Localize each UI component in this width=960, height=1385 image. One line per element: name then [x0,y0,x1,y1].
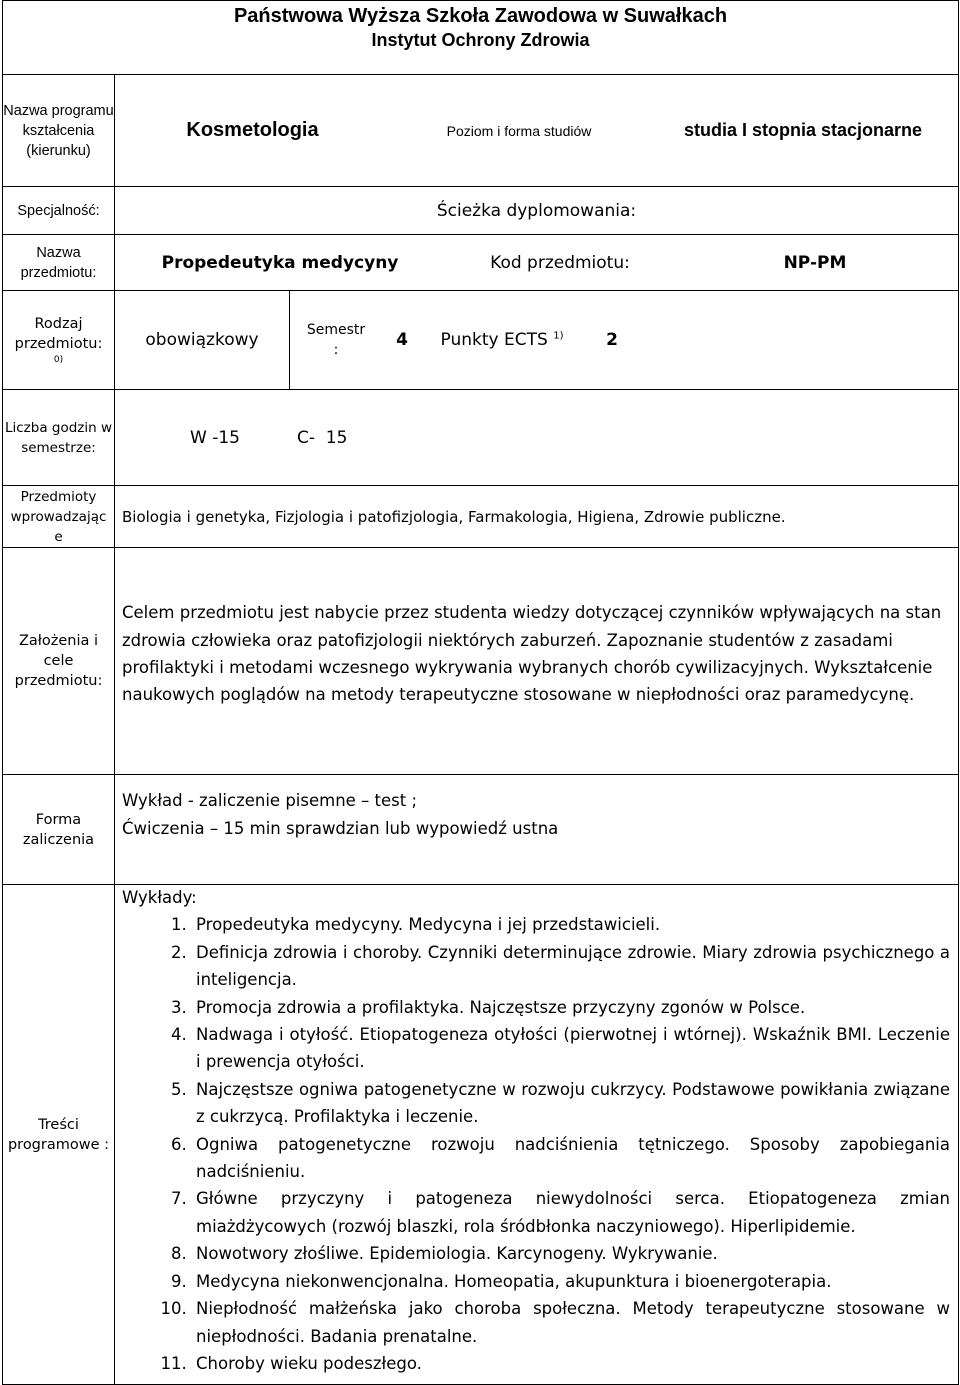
ects-label-box [422,330,582,350]
prerequisites-label: Przedmioty wprowadzając e [3,486,115,548]
type-label: Rodzaj przedmiotu: [14,316,103,352]
program-label: Nazwa programu kształcenia (kierunku) [3,75,115,187]
lecture-topic: 11. Choroby wieku podeszłego. [192,1350,950,1377]
subject-name: Propedeutyka medycyny [161,252,399,273]
lecture-topic: 7. Główne przyczyny i patogeneza niewydolności serca. Etiopatogeneza zmian miażdżycowych (rozwój blaszki, rola śródbłonka naczyniowego). Hiperlipidemie. [192,1185,950,1240]
assessment-label: Forma zaliczenia [3,775,115,885]
lecture-topic: 6. Ogniwa patogenetyczne rozwoju nadciśnienia tętniczego. Sposoby zapobiegania nadciśnieniu. [192,1131,950,1186]
type-cell [115,291,959,390]
syllabus-table [2,0,959,1385]
lecture-topic: 10. Niepłodność małżeńska jako choroba społeczna. Metody terapeutyczne stosowane w niepłodności. Badania prenatalne. [192,1295,950,1350]
content-cell [115,885,959,1385]
lecture-topic: 8. Nowotwory złośliwe. Epidemiologia. Karcynogeny. Wykrywanie. [192,1240,950,1267]
assessment-cell [115,775,959,885]
level-label: Poziom i forma studiów [446,122,592,139]
program-name: Kosmetologia [186,119,319,141]
path-label: Ścieżka dyplomowania: [436,200,637,221]
lecture-topic: 3. Promocja zdrowia a profilaktyka. Najczęstsze przyczyny zgonów w Polsce. [192,994,950,1021]
semester-value: 4 [396,330,408,350]
program-cell [115,75,959,187]
code-value: NP-PM [783,252,847,273]
level-value: studia I stopnia stacjonarne [683,120,923,140]
lecture-topic: 9. Medycyna niekonwencjonalna. Homeopatia, akupunktura i bioenergoterapia. [192,1268,950,1295]
lectures-heading: Wykłady: [122,888,197,907]
subject-label: Nazwa przedmiotu: [3,235,115,291]
ects-label: Punkty ECTS [440,330,548,350]
institution-name: Państwowa Wyższa Szkoła Zawodowa w Suwałkach [233,5,728,27]
lecture-topic: 1. Propedeutyka medycyny. Medycyna i jej przedstawicieli. [192,911,950,938]
goals-value: Celem przedmiotu jest nabycie przez studenta wiedzy dotyczącej czynników wpływających na stan zdrowia człowieka oraz patofizjologii niektórych zaburzeń. Zapoznanie studentów z zasadami profilaktyki i metodami wczesnego wykrywania wybranych chorób cywilizacyjnych. Wykształcenie naukowych poglądów na metody terapeutyczne stosowane w niepłodności oraz paramedycynę. [122,603,942,705]
content-label: Treści programowe : [3,885,115,1385]
lecture-topics-list [122,911,950,1377]
ects-value: 2 [606,330,618,350]
code-label: Kod przedmiotu: [490,252,630,273]
goals-cell [115,548,959,775]
specialty-cell [115,187,959,235]
header-cell [3,1,959,75]
semester-label-box [290,320,382,360]
type-label-cell [3,291,115,390]
goals-label: Założenia i cele przedmiotu: [3,548,115,775]
lecture-topic: 5. Najczęstsze ogniwa patogenetyczne w rozwoju cukrzycy. Podstawowe powikłania związane z cukrzycą. Profilaktyka i leczenie. [192,1076,950,1131]
hours-label: Liczba godzin w semestrze: [3,390,115,486]
specialty-label: Specjalność: [3,187,115,235]
assessment-line-2: Ćwiczenia – 15 min sprawdzian lub wypowiedź ustna [122,818,559,838]
prerequisites-value: Biologia i genetyka, Fizjologia i patofizjologia, Farmakologia, Higiena, Zdrowie publiczne. [122,507,786,526]
semester-colon: : [333,342,339,358]
assessment-line-1: Wykład - zaliczenie pisemne – test ; [122,791,418,811]
hours-lecture: W -15 [190,427,240,448]
type-value: obowiązkowy [115,291,290,389]
subject-cell [115,235,959,291]
lecture-topic: 2. Definicja zdrowia i choroby. Czynniki determinujące zdrowie. Miary zdrowia psychicznego a inteligencja. [192,939,950,994]
hours-exercise: C- 15 [297,427,348,448]
semester-label: Semestr [306,322,366,338]
hours-cell [115,390,959,486]
institute-name: Instytut Ochrony Zdrowia [371,30,590,50]
prerequisites-cell [115,486,959,548]
lecture-topic: 4. Nadwaga i otyłość. Etiopatogeneza otyłości (pierwotnej i wtórnej). Wskaźnik BMI. Leczenie i prewencja otyłości. [192,1021,950,1076]
ects-sup: 1) [553,330,564,342]
type-label-sup: 0) [53,355,64,365]
